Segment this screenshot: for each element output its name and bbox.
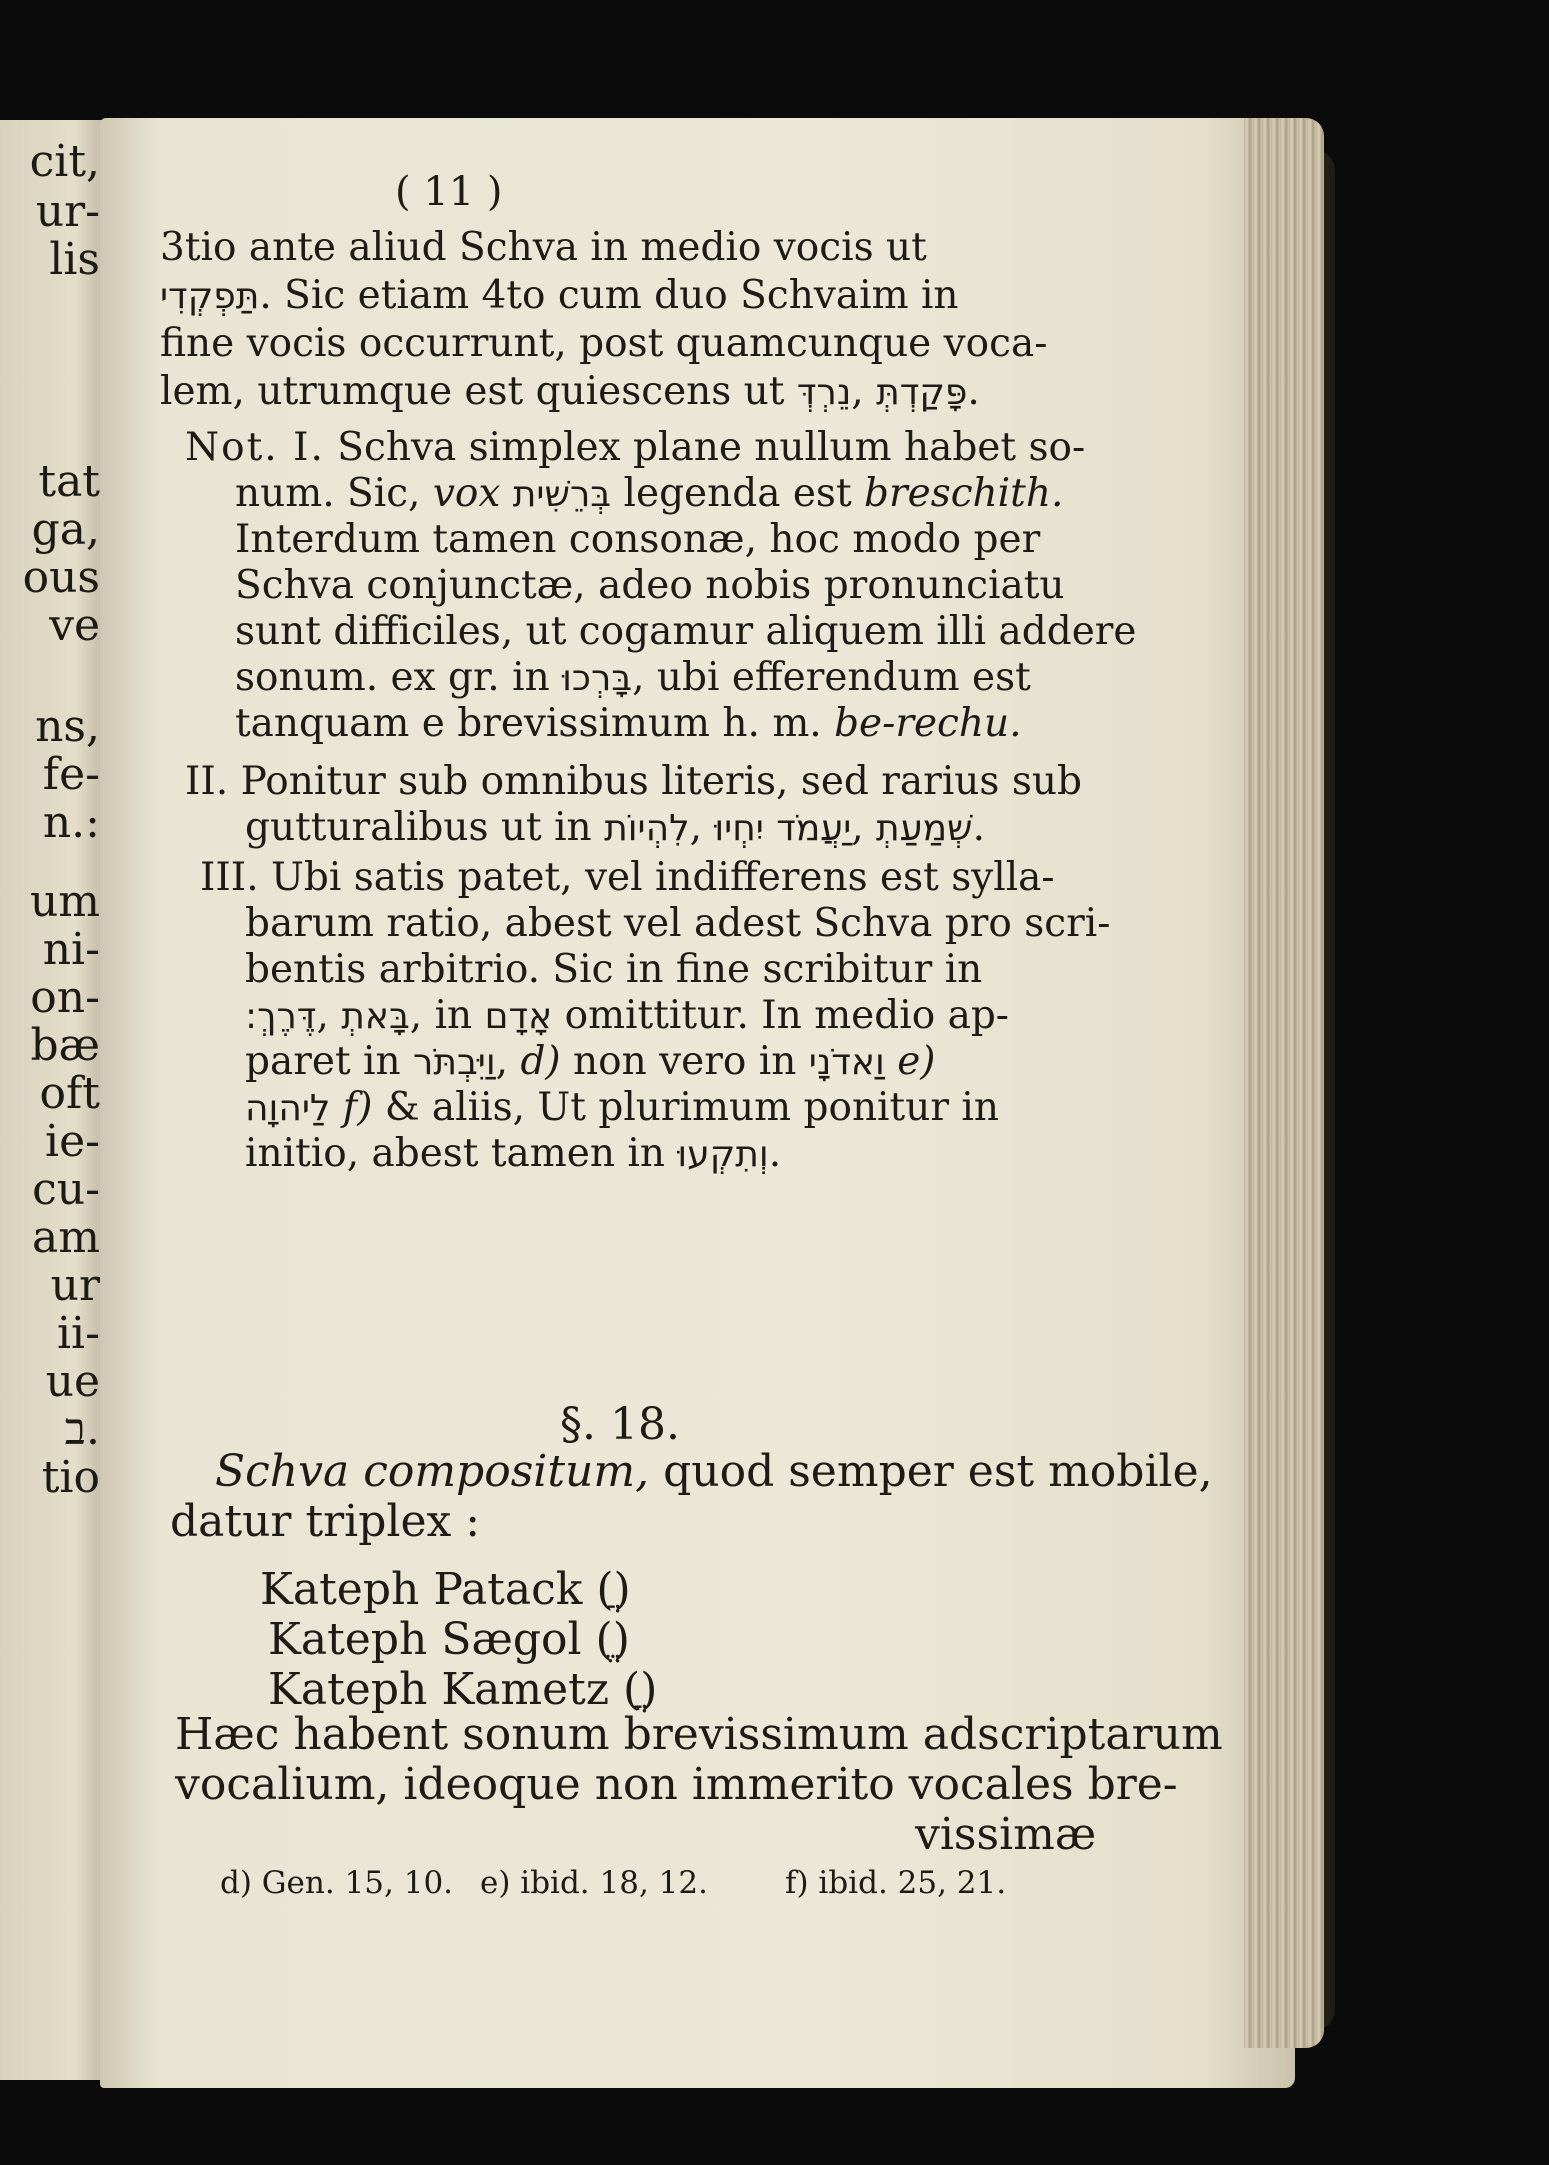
text-span: , — [495, 1039, 521, 1084]
hebrew-word: שְׁמַעַתְ — [876, 808, 973, 849]
text-span: III. Ubi satis patet, vel indifferens est sylla- — [200, 855, 1055, 900]
text-line — [245, 805, 985, 850]
text-span: . — [768, 1131, 782, 1176]
left-facing-page — [0, 120, 108, 2080]
text-span: 3tio ante aliud Schva in medio vocis ut — [160, 225, 927, 270]
left-page-fragment: ga, — [31, 504, 100, 555]
text-span: Schva compositum, — [215, 1446, 650, 1497]
left-page-fragment: ie- — [45, 1116, 100, 1167]
text-line — [200, 855, 1055, 900]
left-page-fragment: cu- — [32, 1164, 100, 1215]
text-span: , in — [409, 993, 485, 1038]
text-span: initio, abest tamen in — [245, 1131, 678, 1176]
text-span: . Sic etiam 4to cum duo Schvaim in — [259, 273, 959, 318]
text-line — [170, 1496, 481, 1547]
text-line — [235, 563, 1065, 608]
left-page-fragment: am — [32, 1212, 100, 1263]
text-span: omittitur. In medio ap- — [552, 993, 1009, 1038]
hebrew-word: לַיהוָה — [245, 1088, 331, 1129]
text-line — [235, 701, 1022, 746]
text-span: breschith. — [864, 471, 1064, 516]
text-span: quod semper est mobile, — [649, 1446, 1213, 1497]
text-span: paret in — [245, 1039, 413, 1084]
hebrew-word: פָּקַדְתְּ — [876, 372, 968, 413]
text-span: fine vocis occurrunt, post quamcunque voca- — [160, 321, 1048, 366]
footnote: d) Gen. 15, 10. — [220, 1865, 454, 1901]
text-span: , ubi efferendum est — [632, 655, 1031, 700]
left-page-fragment: oft — [39, 1068, 100, 1119]
hebrew-word: יִחְיוּ — [714, 808, 764, 849]
text-line — [235, 517, 1041, 562]
footnote: e) ibid. 18, 12. — [480, 1865, 708, 1901]
text-span: . — [967, 369, 980, 414]
text-line — [235, 609, 1137, 654]
text-line — [160, 369, 980, 414]
text-line — [185, 425, 1086, 470]
left-page-fragment: ni- — [42, 924, 100, 975]
text-line — [245, 993, 1009, 1038]
left-page-fragment: tio — [41, 1452, 100, 1503]
text-span: gutturalibus ut in — [245, 805, 605, 850]
text-span: bentis arbitrio. Sic in fine scribitur in — [245, 947, 983, 992]
kateph-item: Kateph Patack (ֲ) — [260, 1564, 631, 1615]
text-span: e) — [897, 1039, 936, 1084]
text-line — [185, 759, 1082, 804]
text-line — [160, 321, 1048, 366]
left-page-fragment: ve — [49, 600, 100, 651]
left-page-fragment: cit, — [29, 136, 100, 187]
text-span: & aliis, Ut plurimum ponitur in — [372, 1085, 999, 1130]
hebrew-word: יַעֲמֹד — [776, 808, 852, 849]
text-span: . — [972, 805, 985, 850]
left-page-fragment: tat — [38, 456, 100, 507]
text-span: , — [851, 805, 877, 850]
left-page-fragment: n.: — [42, 797, 100, 848]
text-line — [235, 471, 1064, 516]
text-span: Schva simplex plane nullum habet so- — [324, 425, 1086, 470]
left-page-fragment: lis — [49, 234, 100, 285]
kateph-item: Kateph Sægol (ֱ) — [268, 1614, 630, 1665]
hebrew-word: בְּרֵשִׁית — [512, 474, 612, 515]
kateph-item: Kateph Kametz (ֳ) — [268, 1664, 658, 1715]
text-span: num. Sic, — [235, 471, 433, 516]
text-line — [245, 1039, 936, 1084]
text-span — [330, 1085, 342, 1130]
text-span: Interdum tamen consonæ, hoc modo per — [235, 517, 1041, 562]
left-page-fragment: um — [29, 876, 100, 927]
page-stack-edge — [1244, 118, 1324, 2048]
text-span — [764, 805, 776, 850]
text-span: , — [851, 369, 877, 414]
text-line: vissimæ — [915, 1809, 1097, 1860]
text-span: II. Ponitur sub omnibus literis, sed rarius sub — [185, 759, 1082, 804]
text-span: f) — [342, 1085, 373, 1130]
left-page-fragment: ur- — [35, 186, 100, 237]
hebrew-word: לִהְיוֹת — [604, 808, 690, 849]
text-line: Hæc habent sonum brevissimum adscriptarum — [175, 1709, 1223, 1760]
text-span: datur triplex : — [170, 1496, 481, 1547]
text-span — [885, 1039, 897, 1084]
left-page-fragment: on- — [30, 972, 100, 1023]
left-page-fragment: ur — [50, 1260, 100, 1311]
text-line: vocalium, ideoque non immerito vocales bre- — [175, 1759, 1178, 1810]
text-span: be-rechu. — [834, 701, 1022, 746]
text-span: lem, utrumque est quiescens ut — [160, 369, 797, 414]
hebrew-word: וְתִקְעוּ — [677, 1134, 769, 1175]
text-line — [215, 1446, 1213, 1497]
hebrew-word: בָּאתְ — [341, 996, 410, 1037]
text-line — [245, 947, 983, 992]
left-page-fragment: ב. — [64, 1404, 100, 1455]
text-line — [245, 1085, 999, 1130]
hebrew-word: דֶּרֶךְ: — [245, 996, 317, 1037]
left-page-fragment: bæ — [30, 1020, 100, 1071]
text-span: tanquam e brevissimum h. m. — [235, 701, 835, 746]
text-span: sonum. ex gr. in — [235, 655, 563, 700]
text-line — [245, 901, 1111, 946]
footnote: f) ibid. 25, 21. — [785, 1865, 1007, 1901]
page-number: ( 11 ) — [395, 169, 503, 215]
hebrew-word: וַיִּבְתֹּר — [413, 1042, 496, 1083]
text-span: , — [689, 805, 715, 850]
left-page-fragment: ous — [22, 552, 100, 603]
text-span: sunt difficiles, ut cogamur aliquem illi addere — [235, 609, 1137, 654]
text-line — [160, 225, 927, 270]
text-line — [160, 273, 959, 318]
left-page-fragment: ii- — [56, 1308, 100, 1359]
text-line — [245, 1131, 782, 1176]
text-span: legenda est — [611, 471, 865, 516]
text-span: non vero in — [560, 1039, 809, 1084]
text-span — [500, 471, 512, 516]
hebrew-word: נֵרְדְּ — [796, 372, 852, 413]
hebrew-word: אָדָם — [484, 996, 553, 1037]
text-span: Schva conjunctæ, adeo nobis pronunciatu — [235, 563, 1065, 608]
text-span: d) — [520, 1039, 561, 1084]
hebrew-word: בָּרְכוּ — [562, 658, 633, 699]
text-span: vox — [432, 471, 501, 516]
text-span: , — [316, 993, 342, 1038]
text-span: barum ratio, abest vel adest Schva pro scri- — [245, 901, 1111, 946]
text-line — [235, 655, 1031, 700]
text-span: Not. I. — [185, 425, 325, 470]
left-page-fragment: ue — [45, 1356, 100, 1407]
hebrew-word: וַאדֹנָי — [808, 1042, 885, 1083]
hebrew-word: תַּפְקְדִי — [160, 276, 260, 317]
left-page-fragment: ns, — [35, 701, 100, 752]
left-page-fragment: fe- — [42, 749, 100, 800]
section-mark: §. 18. — [560, 1399, 680, 1450]
